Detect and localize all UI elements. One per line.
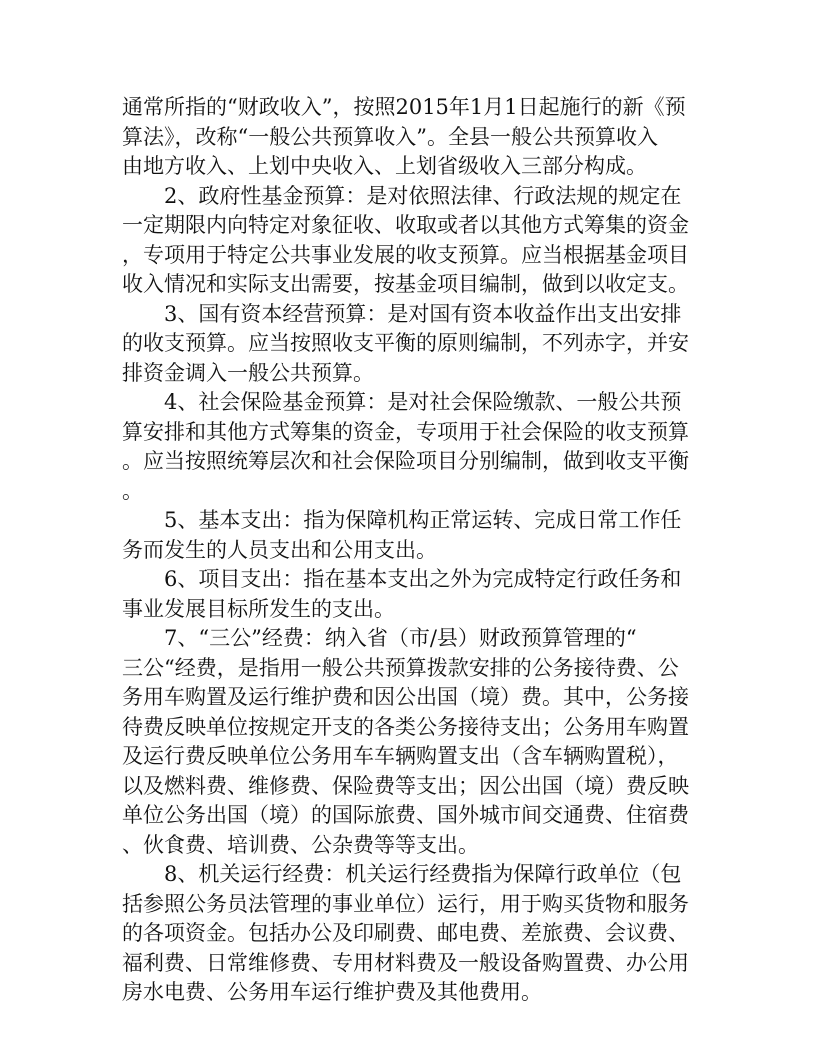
paragraph-line: 算安排和其他方式筹集的资金，专项用于社会保险的收支预算 bbox=[122, 419, 689, 444]
paragraph-line: 算法》，改称“一般公共预算收入”。全县一般公共预算收入 bbox=[122, 124, 658, 149]
paragraph-line: 房水电费、公务用车运行维护费及其他费用。 bbox=[122, 980, 542, 1004]
paragraph-first-line: 5、基本支出：指为保障机构正常运转、完成日常工作任 bbox=[164, 508, 682, 532]
paragraph-line: 待费反映单位按规定开支的各类公务接待支出；公务用车购置 bbox=[122, 714, 689, 739]
paragraph-first-line: 8、机关运行经费：机关运行经费指为保障行政单位（包 bbox=[164, 862, 682, 886]
paragraph-line: 一定期限内向特定对象征收、收取或者以其他方式筹集的资金 bbox=[122, 213, 689, 237]
paragraph-line: 的各项资金。包括办公及印刷费、邮电费、差旅费、会议费、 bbox=[122, 921, 689, 945]
paragraph-line: 单位公务出国（境）的国际旅费、国外城市间交通费、住宿费 bbox=[122, 803, 689, 827]
paragraph-line: 、伙食费、培训费、公杂费等等支出。 bbox=[122, 832, 479, 857]
paragraph-line: 通常所指的“财政收入”，按照2015年1月1日起施行的新《预 bbox=[122, 95, 686, 119]
paragraph-line: 三公“经费，是指用一般公共预算拨款安排的公务接待费、公 bbox=[122, 655, 679, 680]
paragraph-first-line: 2、政府性基金预算：是对依照法律、行政法规的规定在 bbox=[164, 183, 682, 208]
paragraph-first-line: 3、国有资本经营预算：是对国有资本收益作出支出安排 bbox=[164, 301, 682, 326]
paragraph-line: 。 bbox=[122, 478, 143, 503]
paragraph-line: 排资金调入一般公共预算。 bbox=[122, 360, 374, 385]
paragraph-first-line: 6、项目支出：指在基本支出之外为完成特定行政任务和 bbox=[164, 567, 682, 591]
paragraph-line: 务而发生的人员支出和公用支出。 bbox=[122, 537, 437, 562]
document-body bbox=[122, 93, 702, 1008]
paragraph-line: 收入情况和实际支出需要，按基金项目编制，做到以收定支。 bbox=[122, 272, 689, 296]
paragraph-line: 的收支预算。应当按照收支平衡的原则编制，不列赤字，并安 bbox=[122, 331, 689, 355]
paragraph-first-line: 4、社会保险基金预算：是对社会保险缴款、一般公共预 bbox=[164, 390, 682, 414]
paragraph-line: 括参照公务员法管理的事业单位）运行，用于购买货物和服务 bbox=[122, 891, 689, 916]
paragraph-line: 务用车购置及运行维护费和因公出国（境）费。其中，公务接 bbox=[122, 685, 689, 709]
paragraph-line: 。应当按照统筹层次和社会保险项目分别编制，做到收支平衡 bbox=[122, 449, 689, 473]
paragraph-line: 由地方收入、上划中央收入、上划省级收入三部分构成。 bbox=[122, 154, 647, 178]
paragraph-line: ，专项用于特定公共事业发展的收支预算。应当根据基金项目 bbox=[122, 242, 689, 267]
paragraph-line: 福利费、日常维修费、专用材料费及一般设备购置费、办公用 bbox=[122, 950, 689, 975]
paragraph-line: 事业发展目标所发生的支出。 bbox=[122, 596, 395, 621]
paragraph-line: 及运行费反映单位公务用车车辆购置支出（含车辆购置税）， bbox=[122, 744, 679, 768]
paragraph-line: 以及燃料费、维修费、保险费等支出；因公出国（境）费反映 bbox=[122, 773, 689, 798]
paragraph-first-line: 7、“三公”经费：纳入省（市/县）财政预算管理的“ bbox=[164, 626, 637, 650]
